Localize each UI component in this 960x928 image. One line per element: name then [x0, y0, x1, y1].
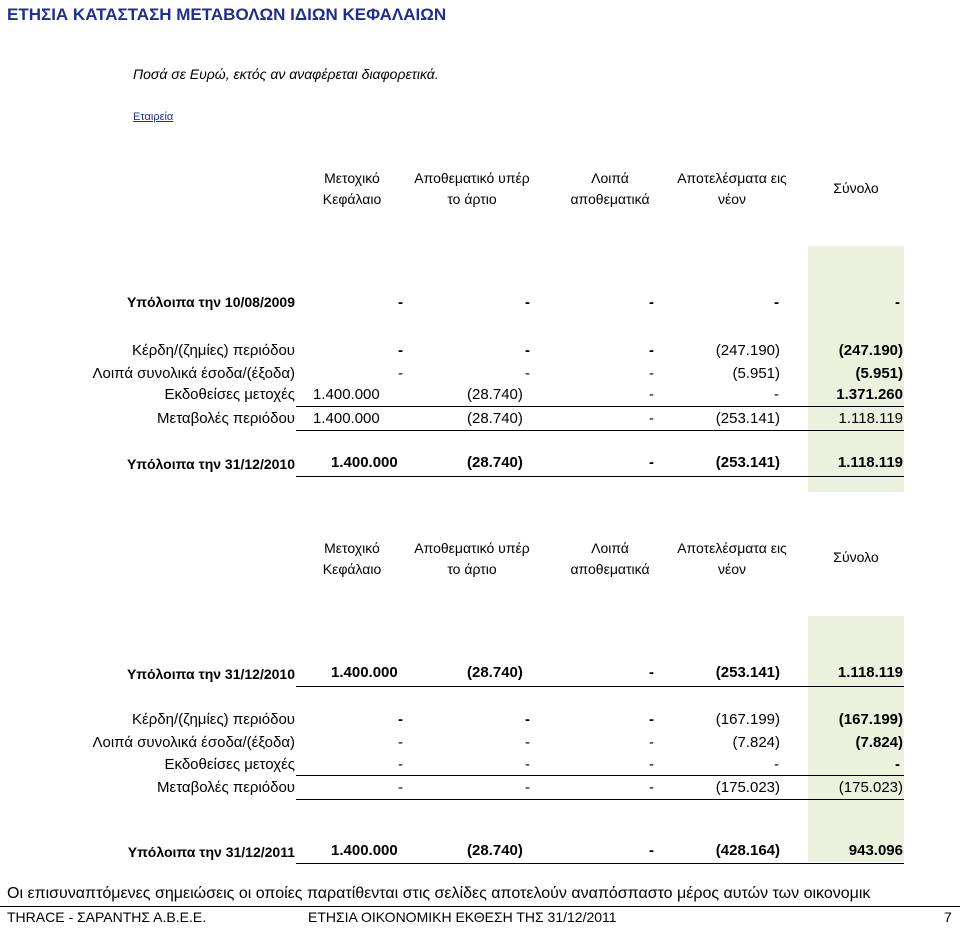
cell: (175.023): [838, 779, 903, 796]
cell: -: [525, 294, 530, 311]
row-label: Εκδοθείσες μετοχές: [164, 756, 295, 773]
col-header-share-capital: Μετοχικό Κεφάλαιο: [322, 540, 382, 577]
cell: -: [774, 756, 779, 773]
cell: (175.023): [715, 779, 780, 796]
cell: -: [525, 365, 530, 382]
row-rule: [296, 476, 904, 477]
row-label: Λοιπά συνολικά έσοδα/(έξοδα): [92, 365, 295, 382]
cell: -: [525, 711, 530, 728]
cell: (28.740): [467, 454, 523, 471]
cell: -: [398, 779, 403, 796]
page-number: 7: [944, 909, 952, 925]
cell: (253.141): [715, 454, 780, 471]
cell: -: [649, 386, 654, 403]
row-label: Υπόλοιπα την 31/12/2011: [127, 844, 295, 860]
cell: (28.740): [467, 386, 523, 403]
cell: 1.400.000: [331, 454, 398, 471]
cell: (5.951): [855, 365, 903, 382]
cell: (5.951): [732, 365, 780, 382]
cell: 1.400.000: [313, 410, 380, 427]
col-header-total: Σύνολο: [833, 180, 879, 196]
cell: (28.740): [467, 410, 523, 427]
currency-note: Ποσά σε Ευρώ, εκτός αν αναφέρεται διαφορετικά.: [133, 66, 439, 82]
col-header-other-reserves: Λοιπά αποθεματικά: [570, 170, 650, 207]
cell: -: [774, 294, 779, 311]
page-title: ΕΤΗΣΙΑ ΚΑΤΑΣΤΑΣΗ ΜΕΤΑΒΟΛΩΝ ΙΔΙΩΝ ΚΕΦΑΛΑΙΩΝ: [7, 5, 447, 24]
row-label: Λοιπά συνολικά έσοδα/(έξοδα): [92, 734, 295, 751]
cell: -: [398, 711, 403, 728]
company-label: Εταιρεία: [133, 111, 174, 123]
row-label: Κέρδη/(ζημίες) περιόδου: [132, 711, 295, 728]
cell: -: [525, 734, 530, 751]
col-header-total: Σύνολο: [833, 549, 879, 565]
row-label: Κέρδη/(ζημίες) περιόδου: [132, 342, 295, 359]
cell: (428.164): [715, 842, 780, 859]
cell: -: [649, 454, 654, 471]
cell: -: [649, 734, 654, 751]
cell: -: [774, 386, 779, 403]
cell: -: [398, 294, 403, 311]
row-label: Μεταβολές περιόδου: [157, 779, 295, 796]
cell: -: [649, 342, 654, 359]
cell: (7.824): [855, 734, 903, 751]
cell: (28.740): [467, 664, 523, 681]
cell: -: [525, 342, 530, 359]
cell: (167.199): [838, 711, 903, 728]
cell: -: [895, 294, 900, 311]
col-header-share-premium: Αποθεματικό υπέρ το άρτιο: [414, 540, 530, 577]
footer-report-title: ΕΤΗΣΙΑ ΟΙΚΟΝΟΜΙΚΗ ΕΚΘΕΣΗ ΤΗΣ 31/12/2011: [308, 909, 617, 925]
cell: (247.190): [838, 342, 903, 359]
cell: -: [649, 779, 654, 796]
footer-rule: [0, 906, 960, 907]
cell: -: [649, 756, 654, 773]
cell: (7.824): [732, 734, 780, 751]
cell: -: [398, 756, 403, 773]
row-rule: [296, 430, 904, 431]
row-rule: [296, 775, 904, 776]
cell: (253.141): [715, 664, 780, 681]
cell: 1.118.119: [837, 454, 903, 471]
col-header-share-capital: Μετοχικό Κεφάλαιο: [322, 170, 382, 207]
col-header-share-premium: Αποθεματικό υπέρ το άρτιο: [414, 170, 530, 207]
cell: -: [398, 365, 403, 382]
cell: 1.400.000: [331, 842, 398, 859]
cell: -: [649, 294, 654, 311]
cell: (167.199): [715, 711, 780, 728]
cell: -: [895, 756, 900, 773]
row-rule: [296, 863, 904, 864]
cell: -: [649, 842, 654, 859]
cell: 1.400.000: [331, 664, 398, 681]
cell: 1.400.000: [313, 386, 380, 403]
row-label: Εκδοθείσες μετοχές: [164, 386, 295, 403]
cell: 1.371.260: [836, 386, 903, 403]
cell: -: [525, 779, 530, 796]
col-header-retained-earnings: Αποτελέσματα εις νέον: [677, 540, 787, 577]
row-label: Μεταβολές περιόδου: [157, 410, 295, 427]
cell: 1.118.119: [837, 664, 903, 681]
cell: -: [649, 410, 654, 427]
cell: -: [525, 756, 530, 773]
row-label: Υπόλοιπα την 10/08/2009: [126, 294, 295, 310]
cell: -: [649, 664, 654, 681]
cell: (247.190): [715, 342, 780, 359]
cell: -: [649, 711, 654, 728]
col-header-retained-earnings: Αποτελέσματα εις νέον: [677, 170, 787, 207]
cell: 1.118.119: [838, 410, 903, 427]
row-rule: [296, 686, 904, 687]
cell: -: [649, 365, 654, 382]
col-header-other-reserves: Λοιπά αποθεματικά: [570, 540, 650, 577]
cell: (28.740): [467, 842, 523, 859]
row-label: Υπόλοιπα την 31/12/2010: [126, 666, 295, 682]
cell: -: [398, 342, 403, 359]
cell: (253.141): [715, 410, 780, 427]
row-label: Υπόλοιπα την 31/12/2010: [126, 456, 295, 472]
cell: 943.096: [848, 842, 903, 859]
footer-company: THRACE - ΣΑΡΑΝΤΗΣ Α.Β.Ε.Ε.: [7, 909, 207, 925]
row-rule: [296, 406, 904, 407]
row-rule: [296, 799, 904, 800]
cell: -: [398, 734, 403, 751]
footnote: Οι επισυναπτόμενες σημειώσεις οι οποίες παρατίθενται στις σελίδες αποτελούν αναπόσπαστο μέρος αυτών των οικονομικ: [7, 885, 871, 902]
